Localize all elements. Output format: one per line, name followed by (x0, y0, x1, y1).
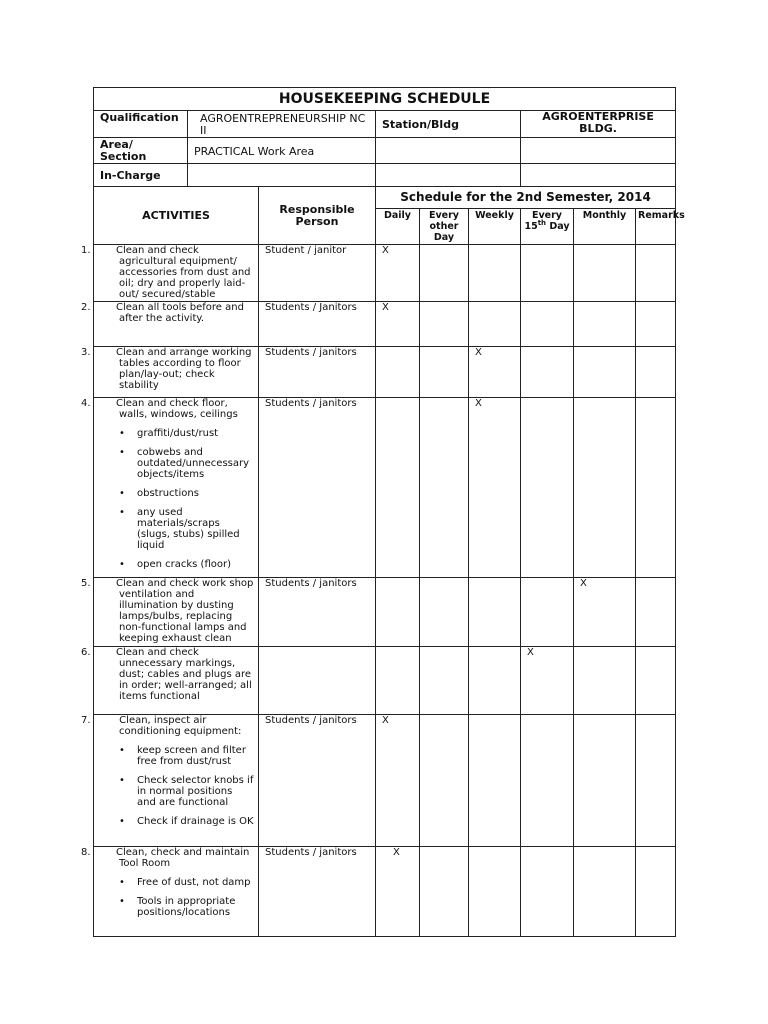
activities-header: ACTIVITIES (94, 187, 259, 245)
responsible-person-cell: Students / janitors (259, 398, 376, 578)
monthly-mark (574, 347, 636, 398)
remarks-cell (636, 398, 676, 578)
weekly-mark (469, 647, 521, 715)
remarks-cell (636, 347, 676, 398)
monthly-mark (574, 847, 636, 937)
daily-header: Daily (376, 209, 420, 245)
activity-text (81, 302, 254, 324)
activity-row (94, 347, 676, 398)
document-title: HOUSEKEEPING SCHEDULE (94, 88, 676, 111)
activity-text (81, 647, 254, 702)
activity-bullet: • obstructions (137, 488, 254, 499)
responsible-person-cell: Students / janitors (259, 347, 376, 398)
daily-mark (376, 647, 420, 715)
weekly-mark: X (469, 347, 521, 398)
monthly-mark (574, 398, 636, 578)
monthly-mark (574, 715, 636, 847)
weekly-mark (469, 847, 521, 937)
weekly-header: Weekly (469, 209, 521, 245)
responsible-person-cell: Students / janitors (259, 578, 376, 647)
activity-bullet: • Tools in appropriate positions/locations (137, 896, 254, 918)
activity-number: 3. (81, 347, 91, 358)
activity-description: Clean and check work shop ventilation and illumination by dusting lamps/bulbs, replacing non-functional lamps and keeping exhaust clean (116, 578, 254, 644)
daily-mark (376, 398, 420, 578)
daily-mark (376, 578, 420, 647)
monthly-mark (574, 647, 636, 715)
schedule-header: Schedule for the 2nd Semester, 2014 (376, 187, 676, 209)
daily-mark: X (376, 245, 420, 302)
station-label: Station/Bldg (376, 111, 521, 138)
responsible-header: Responsible Person (259, 187, 376, 245)
responsible-person-cell: Students / janitors (259, 715, 376, 847)
activity-cell (81, 715, 259, 847)
activity-number: 2. (81, 302, 91, 313)
every-other-day-mark (420, 578, 469, 647)
activity-cell (81, 245, 259, 302)
every-15th-day-mark (521, 398, 574, 578)
every-15th-day-mark (521, 847, 574, 937)
activity-number: 5. (81, 578, 91, 589)
every-15th-day-mark (521, 302, 574, 347)
activity-cell (81, 647, 259, 715)
activity-description: Clean and check agricultural equipment/ accessories from dust and oil; dry and properly laid-out/ secured/stable (116, 245, 251, 300)
activity-bullet: • keep screen and filter free from dust/rust (137, 745, 254, 767)
every-15th-day-mark (521, 578, 574, 647)
monthly-mark (574, 245, 636, 302)
activity-cell (81, 578, 259, 647)
activity-description: Clean and arrange working tables according to floor plan/lay-out; check stability (116, 347, 252, 391)
remarks-header: Remarks (636, 209, 676, 245)
activity-cell (81, 847, 259, 937)
every-other-day-mark (420, 347, 469, 398)
responsible-person-cell (259, 647, 376, 715)
every-15th-day-mark (521, 347, 574, 398)
remarks-cell (636, 647, 676, 715)
activity-cell (81, 302, 259, 347)
daily-mark: X (376, 302, 420, 347)
every-other-day-mark (420, 847, 469, 937)
activity-row (94, 398, 676, 578)
activity-text (81, 578, 254, 644)
activity-row (94, 302, 676, 347)
activity-bullet: • Check selector knobs if in normal positions and are functional (137, 775, 254, 808)
every-15th-day-header: Every 15th Day (521, 209, 574, 245)
activity-bullet: • open cracks (floor) (137, 559, 254, 570)
every-15th-day-mark (521, 245, 574, 302)
incharge-label: In-Charge (94, 164, 188, 187)
remarks-cell (636, 715, 676, 847)
activity-bullet: • any used materials/scraps (slugs, stubs) spilled liquid (137, 507, 254, 551)
daily-mark: X (376, 847, 420, 937)
activity-bullet: • cobwebs and outdated/unnecessary objects/items (137, 447, 254, 480)
activity-text (81, 398, 254, 420)
activity-text (81, 847, 254, 869)
remarks-cell (636, 847, 676, 937)
housekeeping-schedule-document (81, 87, 685, 937)
daily-mark (376, 347, 420, 398)
weekly-mark: X (469, 398, 521, 578)
every-other-day-mark (420, 245, 469, 302)
every-15th-day-mark (521, 715, 574, 847)
activity-number: 8. (81, 847, 91, 858)
activity-number: 4. (81, 398, 91, 409)
activity-description: Clean all tools before and after the activity. (116, 302, 244, 324)
activity-description: Clean and check unnecessary markings, dust; cables and plugs are in order; well-arranged; all items functional (116, 647, 252, 702)
activity-row (94, 647, 676, 715)
activity-row (94, 847, 676, 937)
weekly-mark (469, 245, 521, 302)
every-other-day-mark (420, 715, 469, 847)
station-value: AGROENTERPRISE BLDG. (521, 111, 676, 138)
activity-bullet: • Free of dust, not damp (137, 877, 254, 888)
monthly-header: Monthly (574, 209, 636, 245)
responsible-person-cell: Student / janitor (259, 245, 376, 302)
activity-number: 1. (81, 245, 91, 256)
incharge-value (188, 164, 376, 187)
responsible-person-cell: Students / Janitors (259, 302, 376, 347)
qualification-value: AGROENTREPRENEURSHIP NC II (188, 111, 376, 138)
daily-mark: X (376, 715, 420, 847)
activity-text (81, 245, 254, 300)
every-15th-day-mark: X (521, 647, 574, 715)
activity-row (94, 715, 676, 847)
every-other-day-mark (420, 398, 469, 578)
area-blank-cell-2 (521, 138, 676, 164)
incharge-blank-cell-2 (521, 164, 676, 187)
activity-cell (81, 398, 259, 578)
responsible-person-cell: Students / janitors (259, 847, 376, 937)
activity-cell (81, 347, 259, 398)
activity-description: Clean, inspect air conditioning equipment: (116, 715, 242, 737)
remarks-cell (636, 245, 676, 302)
area-label: Area/ Section (94, 138, 188, 164)
area-blank-cell (376, 138, 521, 164)
activity-bullet: • Check if drainage is OK (137, 816, 254, 827)
monthly-mark (574, 302, 636, 347)
remarks-cell (636, 578, 676, 647)
activity-text (81, 347, 254, 391)
activity-row (94, 245, 676, 302)
activity-description: Clean, check and maintain Tool Room (116, 847, 250, 869)
weekly-mark (469, 715, 521, 847)
activity-number: 7. (81, 715, 91, 726)
monthly-mark: X (574, 578, 636, 647)
activity-row (94, 578, 676, 647)
weekly-mark (469, 302, 521, 347)
qualification-label: Qualification (94, 111, 188, 138)
every-other-day-mark (420, 302, 469, 347)
activity-bullet: • graffiti/dust/rust (137, 428, 254, 439)
weekly-mark (469, 578, 521, 647)
incharge-blank-cell (376, 164, 521, 187)
activity-number: 6. (81, 647, 91, 658)
area-value: PRACTICAL Work Area (188, 138, 376, 164)
schedule-table (81, 87, 685, 937)
activity-description: Clean and check floor, walls, windows, ceilings (116, 398, 238, 420)
every-other-day-header: Every other Day (420, 209, 469, 245)
remarks-cell (636, 302, 676, 347)
every-other-day-mark (420, 647, 469, 715)
activity-text (81, 715, 254, 737)
